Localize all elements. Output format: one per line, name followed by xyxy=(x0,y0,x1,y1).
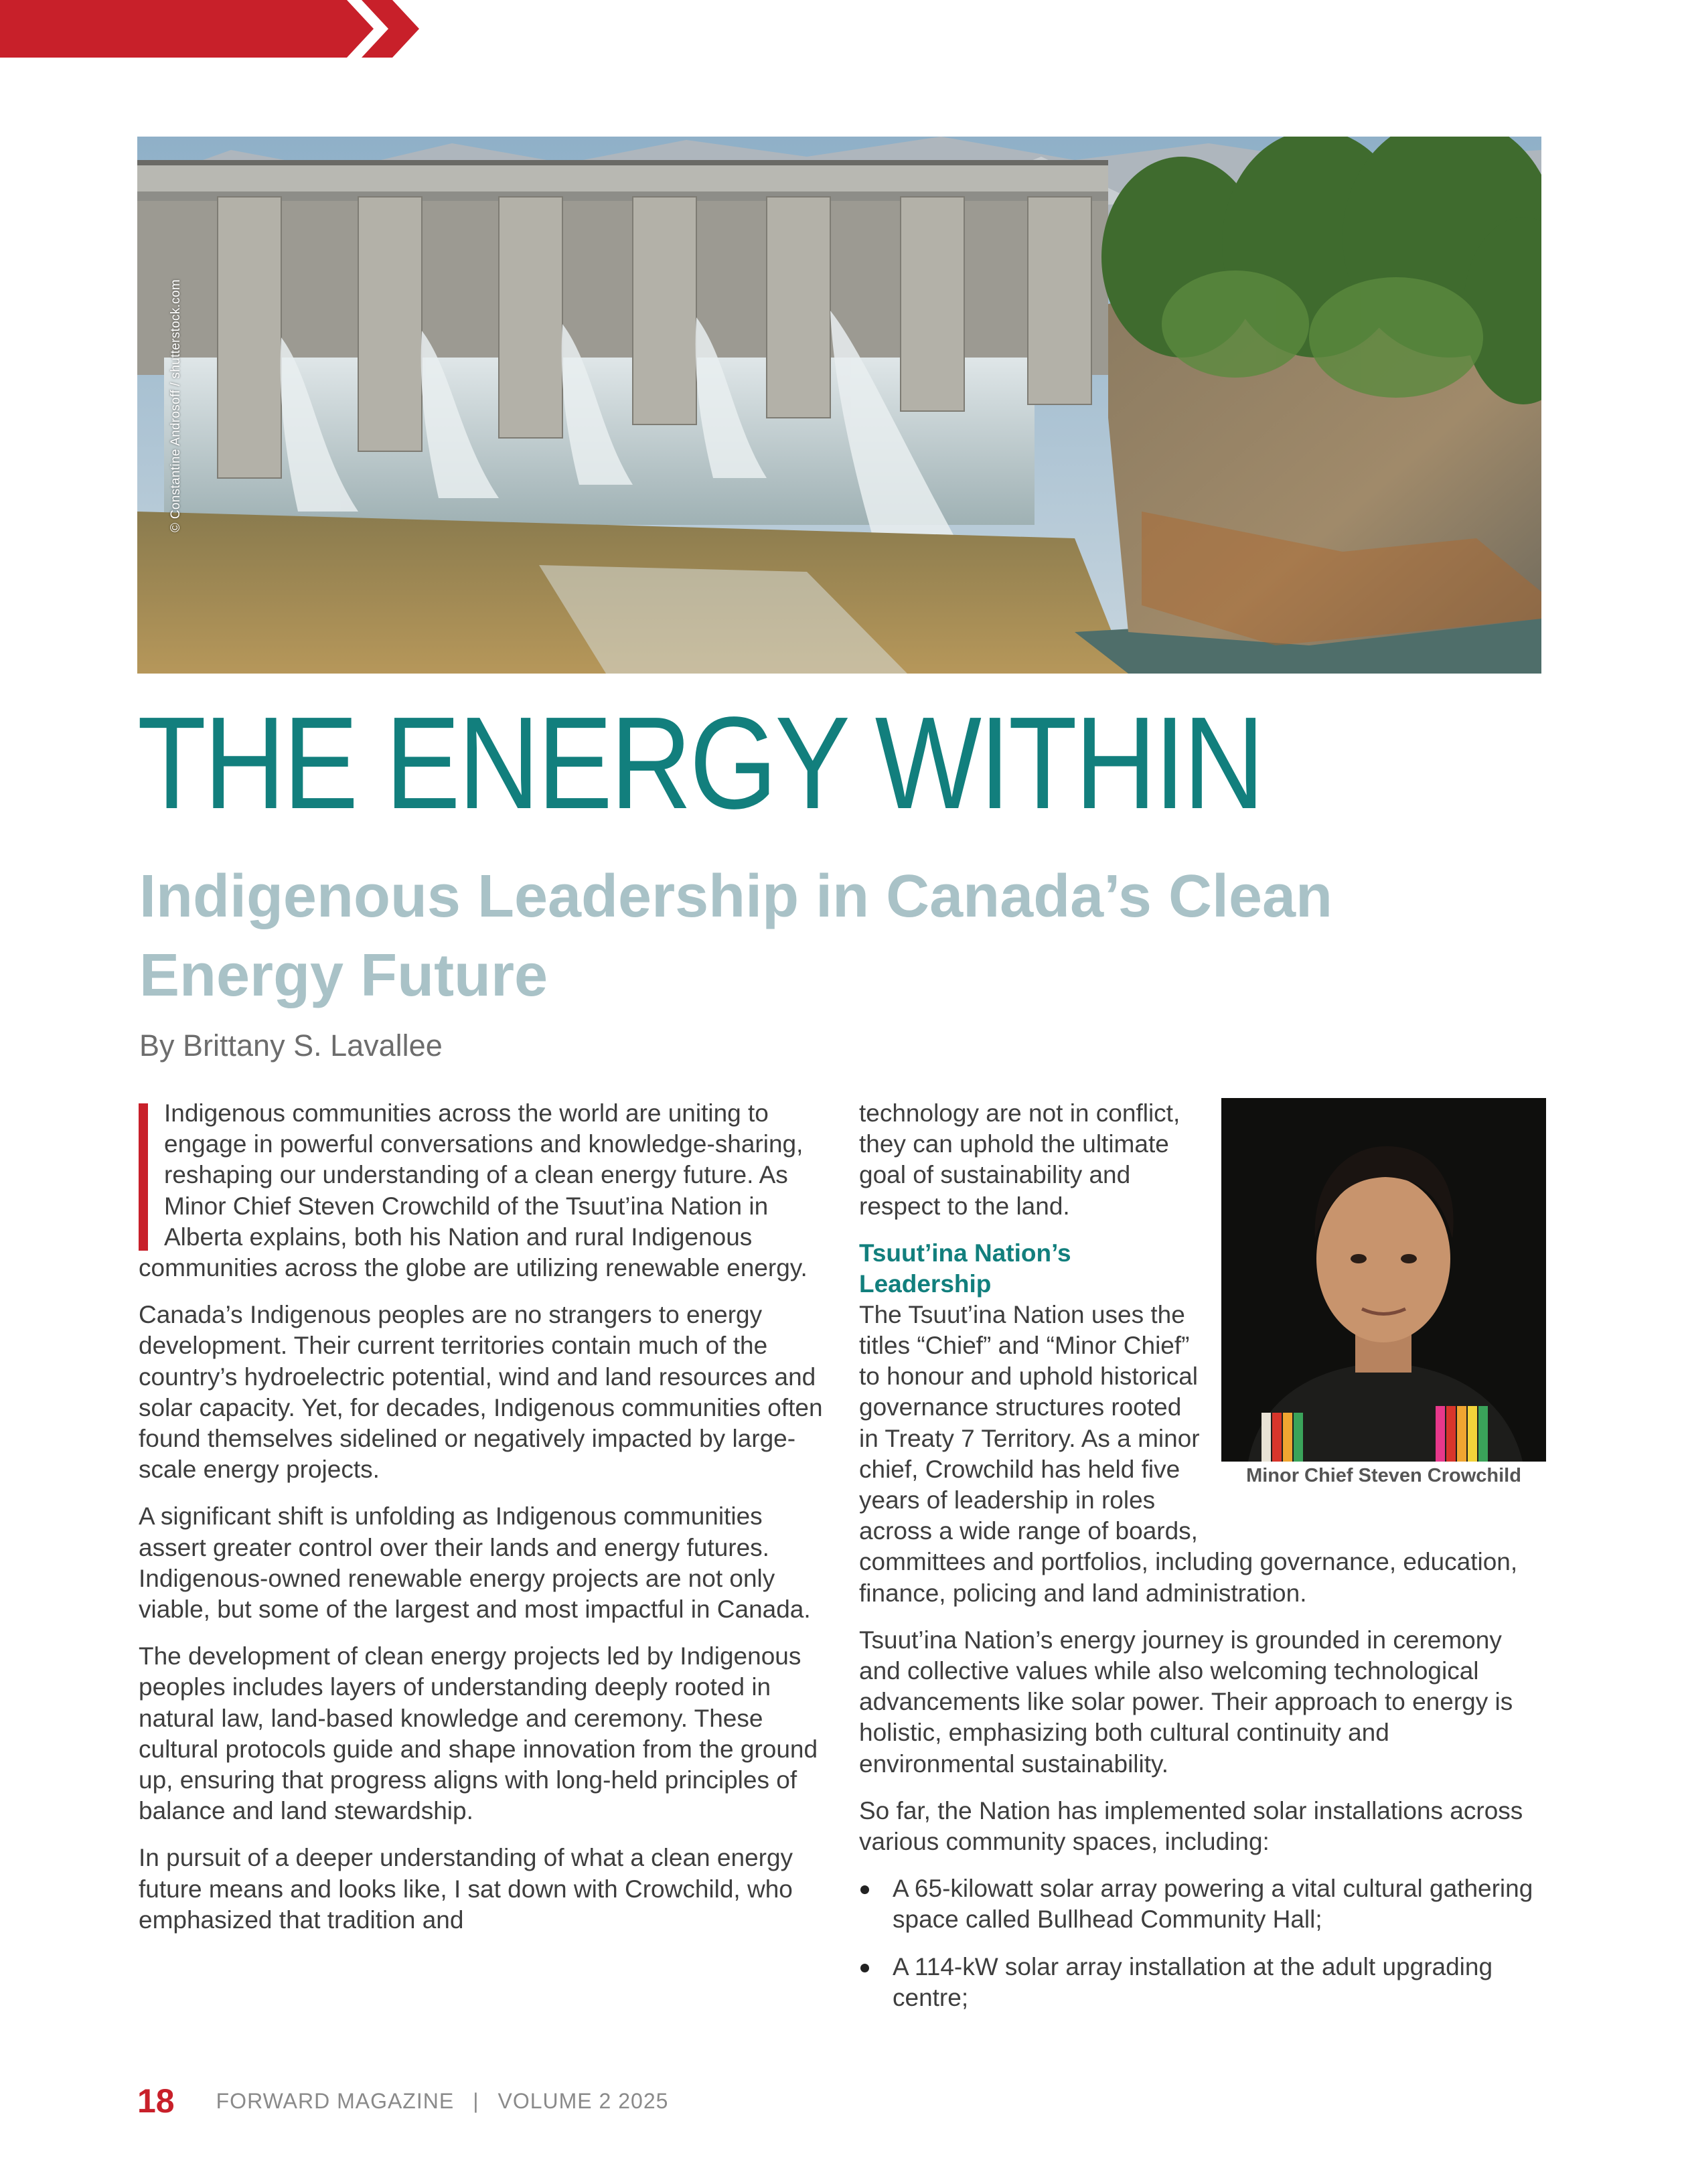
magazine-name: FORWARD MAGAZINE xyxy=(216,2088,455,2113)
issue-label: VOLUME 2 2025 xyxy=(498,2088,669,2113)
article-column-left xyxy=(139,1098,828,1952)
list-item: A 114-kW solar array installation at the adult upgrading centre; xyxy=(859,1952,1545,2013)
article-subheadline: Indigenous Leadership in Canada’s Clean Energy Future xyxy=(139,863,1333,1009)
paragraph: In pursuit of a deeper understanding of what a clean energy future means and looks like, I sat down with Crowchild, who emphasized that tradition and xyxy=(139,1844,793,1934)
page-footer xyxy=(137,2081,668,2121)
list-item: A 65-kilowatt solar array powering a vital cultural gathering space called Bullhead Community Hall; xyxy=(859,1873,1545,1935)
paragraph: A significant shift is unfolding as Indigenous communities assert greater control over their lands and energy futures. Indigenous-owned renewable energy projects are not only viable, but some of the largest and most impactful in Canada. xyxy=(139,1502,811,1624)
article-headline: THE ENERGY WITHIN xyxy=(137,690,1263,836)
paragraph: Tsuut’ina Nation’s energy journey is grounded in ceremony and collective values while also welcoming technological advancements like solar power. Their approach to energy is holistic, emphasizing both cultural continuity and environmental sustainability. xyxy=(859,1626,1513,1778)
paragraph: Canada’s Indigenous peoples are no strangers to energy development. Their current territories contain much of the country’s hydroelectric potential, wind and land resources and solar capacity. Yet, for decades, Indigenous communities often found themselves sidelined or negatively impacted by large-scale energy projects. xyxy=(139,1301,823,1484)
portrait-caption: Minor Chief Steven Crowchild xyxy=(1246,1465,1521,1486)
solar-installations-list xyxy=(859,1873,1545,2013)
section-heading: Tsuut’ina Nation’s Leadership xyxy=(859,1239,1071,1298)
paragraph-intro xyxy=(139,1098,828,1283)
paragraph: technology are not in conflict, they can uphold the ultimate goal of sustainability and respect to the land. xyxy=(859,1099,1180,1220)
paragraph-intro-text: Indigenous communities across the world are uniting to engage in powerful conversations and knowledge-sharing, reshaping our understanding of a clean energy future. As Minor Chief Steven Crowchild of the Tsuut’ina Nation in Alberta explains, both his Nation and rural Indigenous communities across the globe are utilizing renewable energy. xyxy=(139,1099,808,1282)
article-byline: By Brittany S. Lavallee xyxy=(139,1028,443,1063)
hero-photo-dam xyxy=(137,137,1541,674)
paragraph: The development of clean energy projects led by Indigenous peoples includes layers of understanding deeply rooted in natural law, land-based knowledge and ceremony. These cultural protocols guide and shape innovation from the ground up, ensuring that progress aligns with long-held principles of balance and land stewardship. xyxy=(139,1642,818,1825)
photo-credit: © Constantine Androsoff / shutterstock.com xyxy=(169,279,183,532)
drop-cap-bar xyxy=(139,1103,148,1251)
page-number: 18 xyxy=(137,2082,175,2120)
top-banner-chevrons xyxy=(0,0,429,58)
paragraph: So far, the Nation has implemented solar installations across various community spaces, including: xyxy=(859,1796,1523,1856)
portrait-photo xyxy=(1221,1098,1546,1462)
paragraph: The Tsuut’ina Nation uses the titles “Chief” and “Minor Chief” to honour and uphold historical governance structures rooted in Treaty 7 Territory. As a minor chief, Crowchild has held five years of leadership in roles across a wide range of boards, committees and portfolios, including governance, education, finance, policing and land administration. xyxy=(859,1300,1518,1607)
footer-separator: | xyxy=(473,2088,479,2113)
